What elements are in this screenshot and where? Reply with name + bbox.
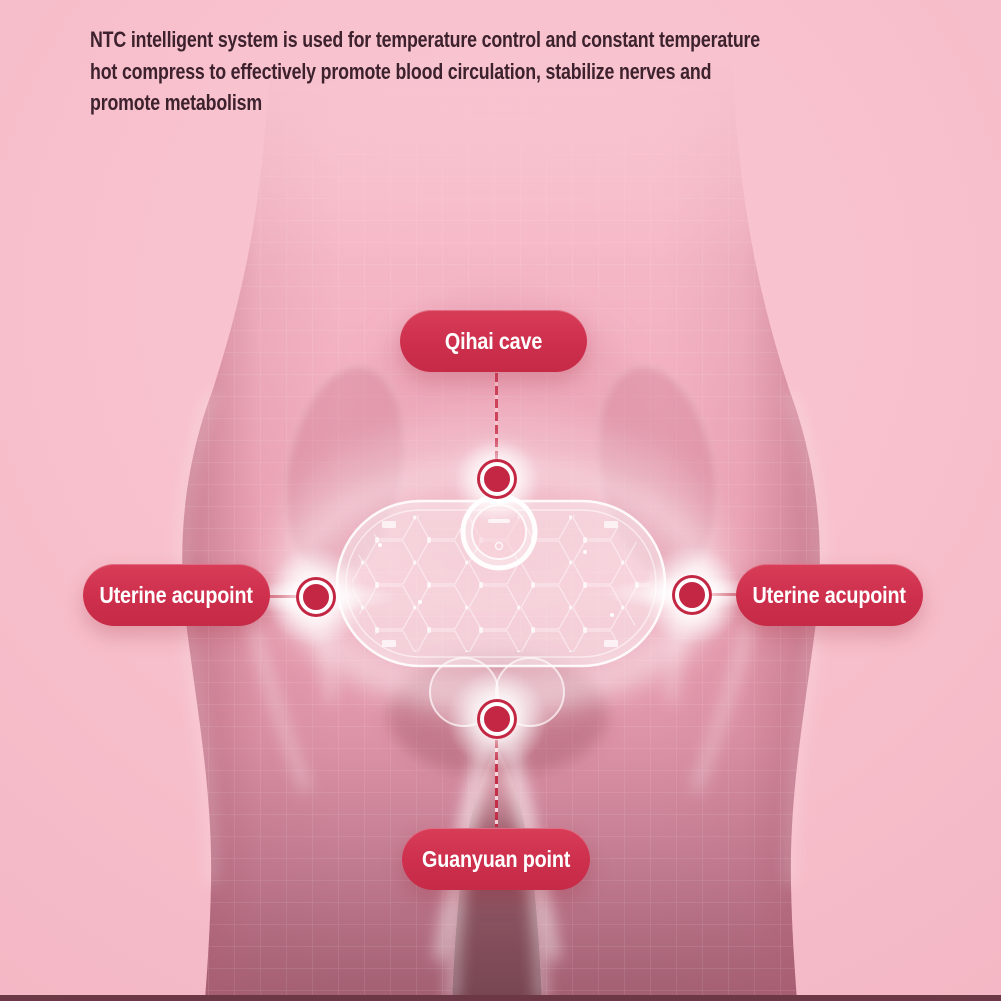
acupoint-marker-icon-left <box>299 580 333 614</box>
bottom-strip <box>0 995 1001 1001</box>
callout-label: Uterine acupoint <box>99 581 254 608</box>
callout-uterine-acupoint-right <box>736 564 923 626</box>
callout-uterine-acupoint-left <box>83 564 270 626</box>
description-line-3: promote metabolism <box>90 90 262 116</box>
product-description <box>90 24 760 119</box>
connector-line-top <box>495 373 498 460</box>
connector-line-right <box>712 593 737 596</box>
callout-guanyuan-point <box>402 828 590 890</box>
description-line-1: NTC intelligent system is used for temperature control and constant temperature <box>90 27 761 52</box>
connector-line-bottom <box>495 740 498 827</box>
callout-label: Uterine acupoint <box>752 581 907 608</box>
connector-line-left <box>269 595 298 598</box>
callout-qihai-cave <box>400 310 587 372</box>
acupoint-marker-icon-bottom <box>480 702 514 736</box>
description-line-2: hot compress to effectively promote blood circulation, stabilize nerves and <box>90 58 712 84</box>
callout-label: Guanyuan point <box>421 845 571 872</box>
acupoint-marker-icon-top <box>480 462 514 496</box>
callout-label: Qihai cave <box>444 327 543 354</box>
acupoint-marker-icon-right <box>675 578 709 612</box>
